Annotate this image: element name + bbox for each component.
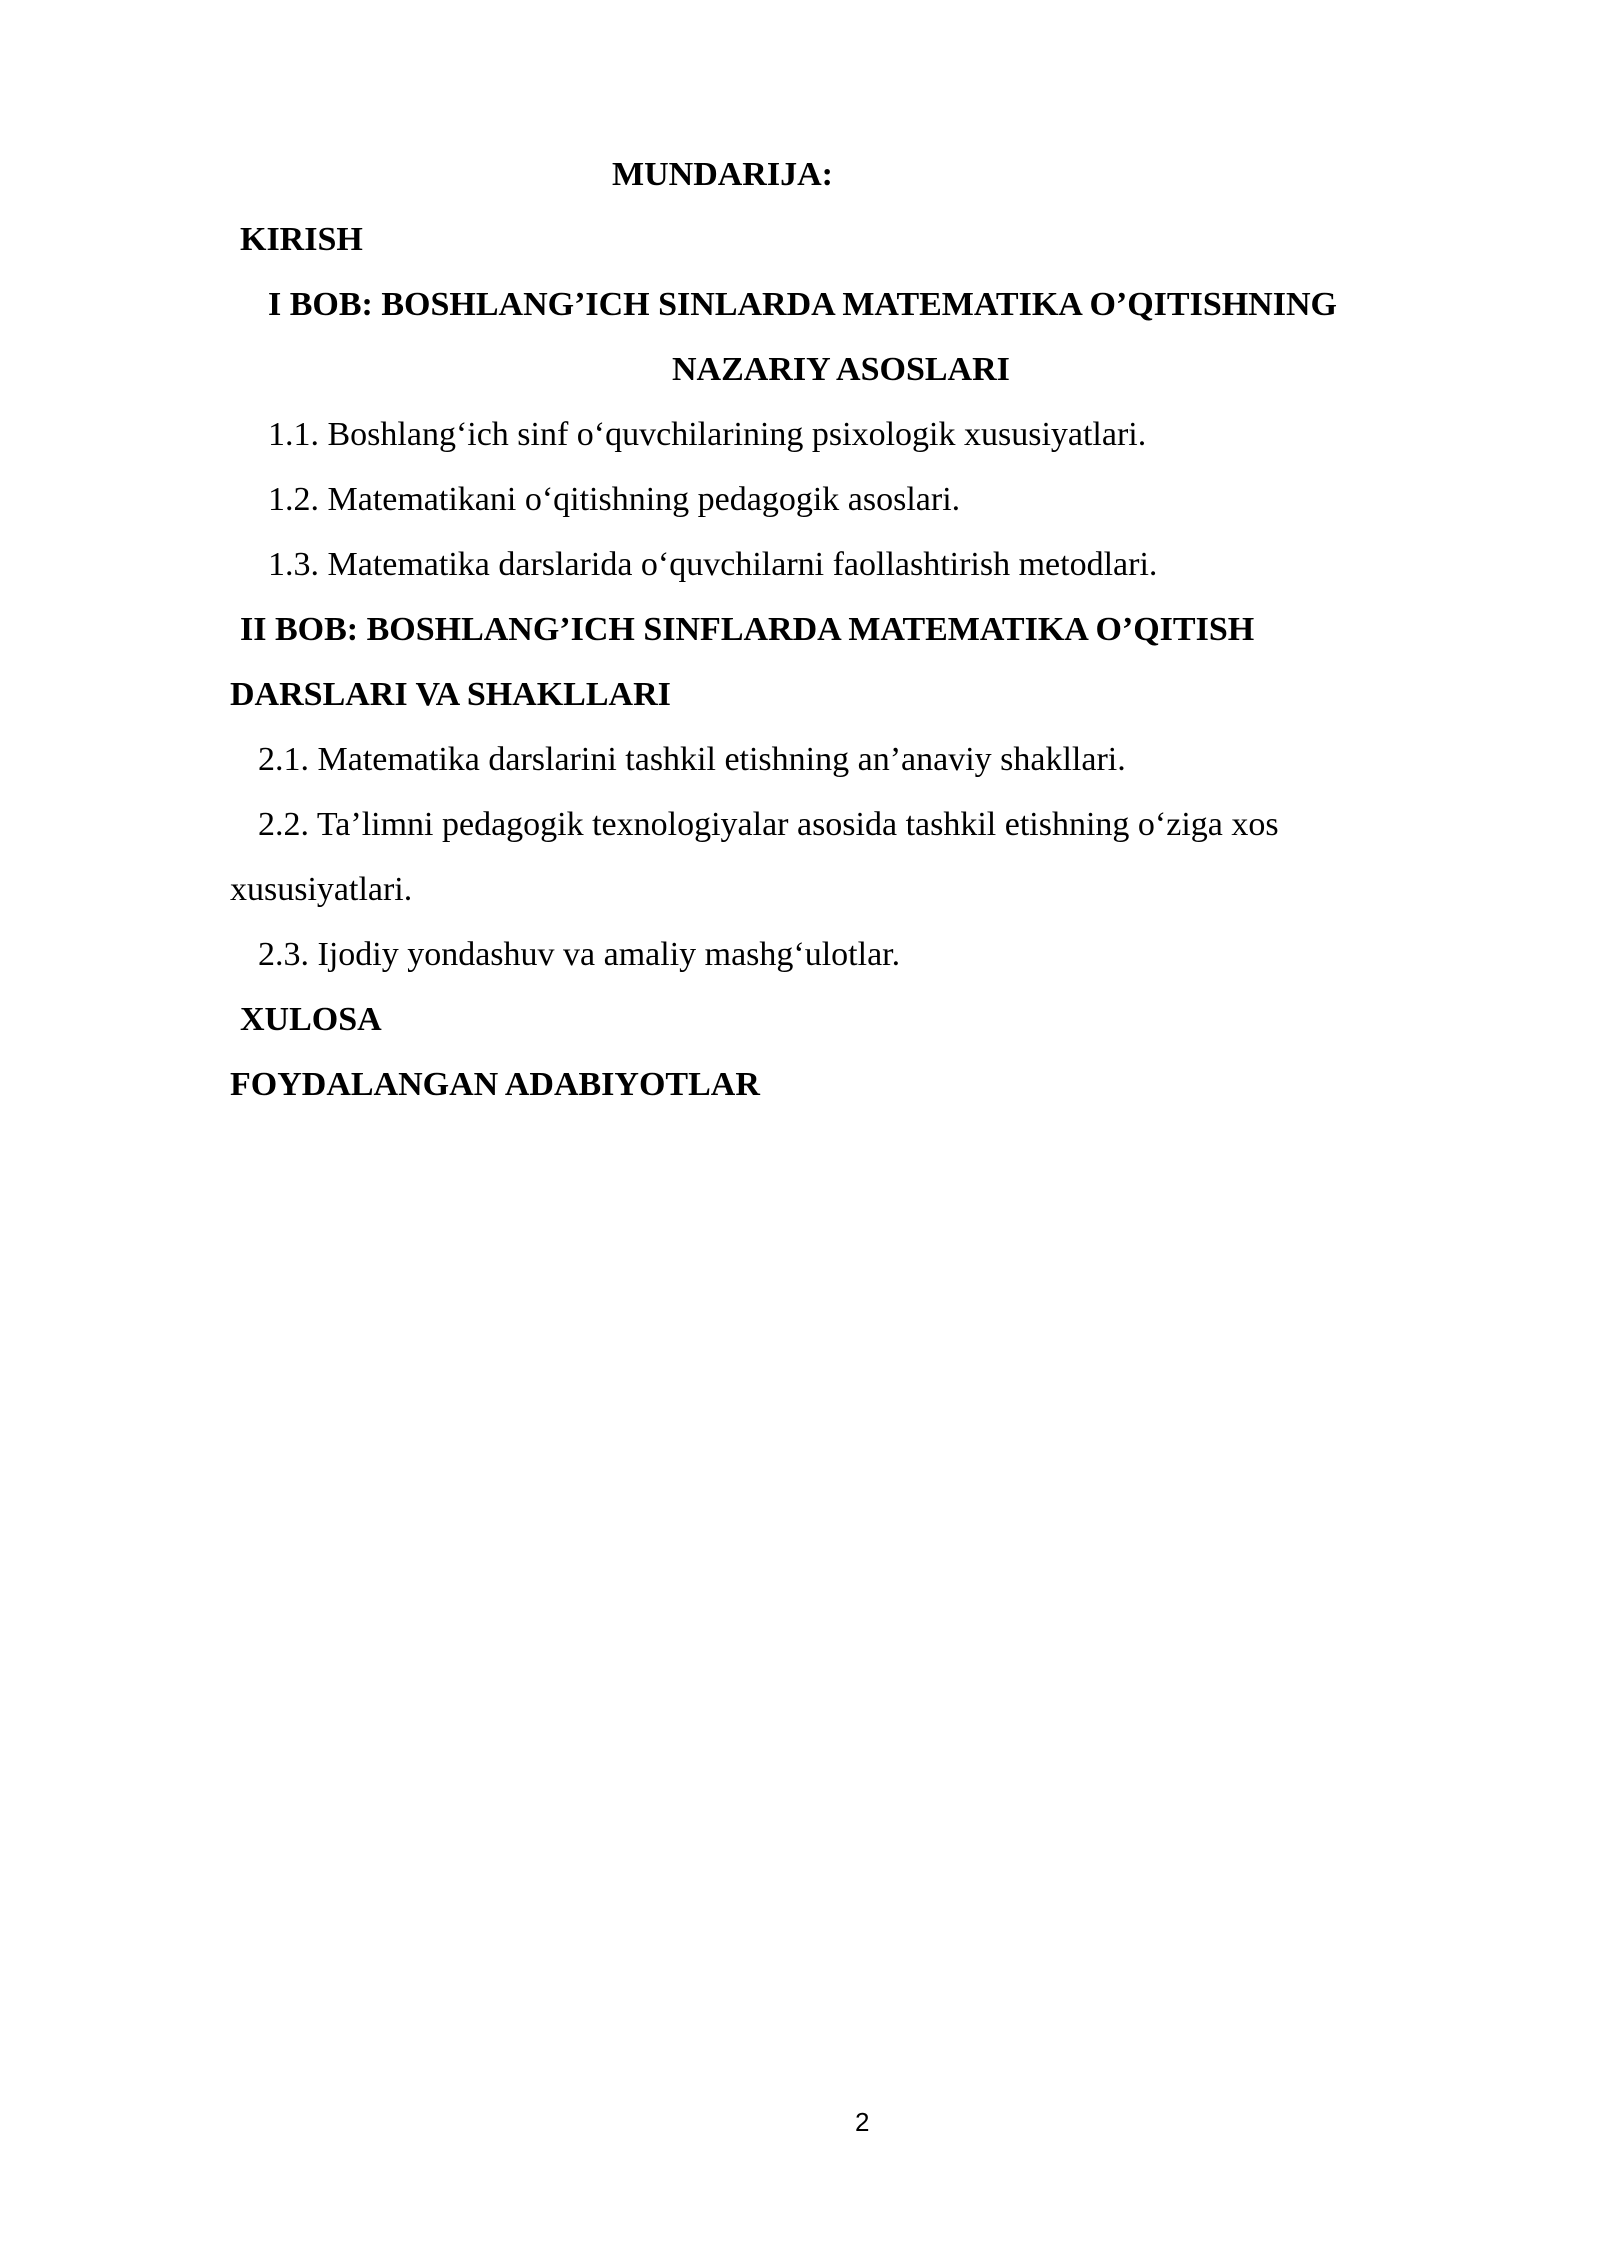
toc-entry-2-3: 2.3. Ijodiy yondashuv va amaliy mashg‘ulotlar. [258,936,901,973]
toc-entry-references: FOYDALANGAN ADABIYOTLAR [230,1066,760,1103]
toc-entry-conclusion: XULOSA [240,1001,382,1038]
page-number: 2 [855,2107,870,2137]
toc-entry-1-1: 1.1. Boshlang‘ich sinf o‘quvchilarining psixologik xususiyatlari. [268,416,1147,453]
toc-entry-2-1: 2.1. Matematika darslarini tashkil etishning an’anaviy shakllari. [258,741,1126,778]
toc-entry-1-3: 1.3. Matematika darslarida o‘quvchilarni faollashtirish metodlari. [268,546,1158,583]
toc-entry-2-2-continued: xususiyatlari. [230,871,413,908]
chapter1-heading-line2: NAZARIY ASOSLARI [672,351,1010,388]
toc-entry-2-2: 2.2. Ta’limni pedagogik texnologiyalar asosida tashkil etishning o‘ziga xos [258,806,1279,843]
chapter2-heading-line1: II BOB: BOSHLANG’ICH SINFLARDA MATEMATIKA O’QITISH [240,611,1255,648]
toc-title: MUNDARIJA: [612,156,833,193]
toc-entry-1-2: 1.2. Matematikani o‘qitishning pedagogik asoslari. [268,481,961,518]
chapter1-heading-line1: I BOB: BOSHLANG’ICH SINLARDA MATEMATIKA O’QITISHNING [268,286,1337,323]
toc-entry-intro: KIRISH [240,221,363,258]
chapter2-heading-line2: DARSLARI VA SHAKLLARI [230,676,671,713]
